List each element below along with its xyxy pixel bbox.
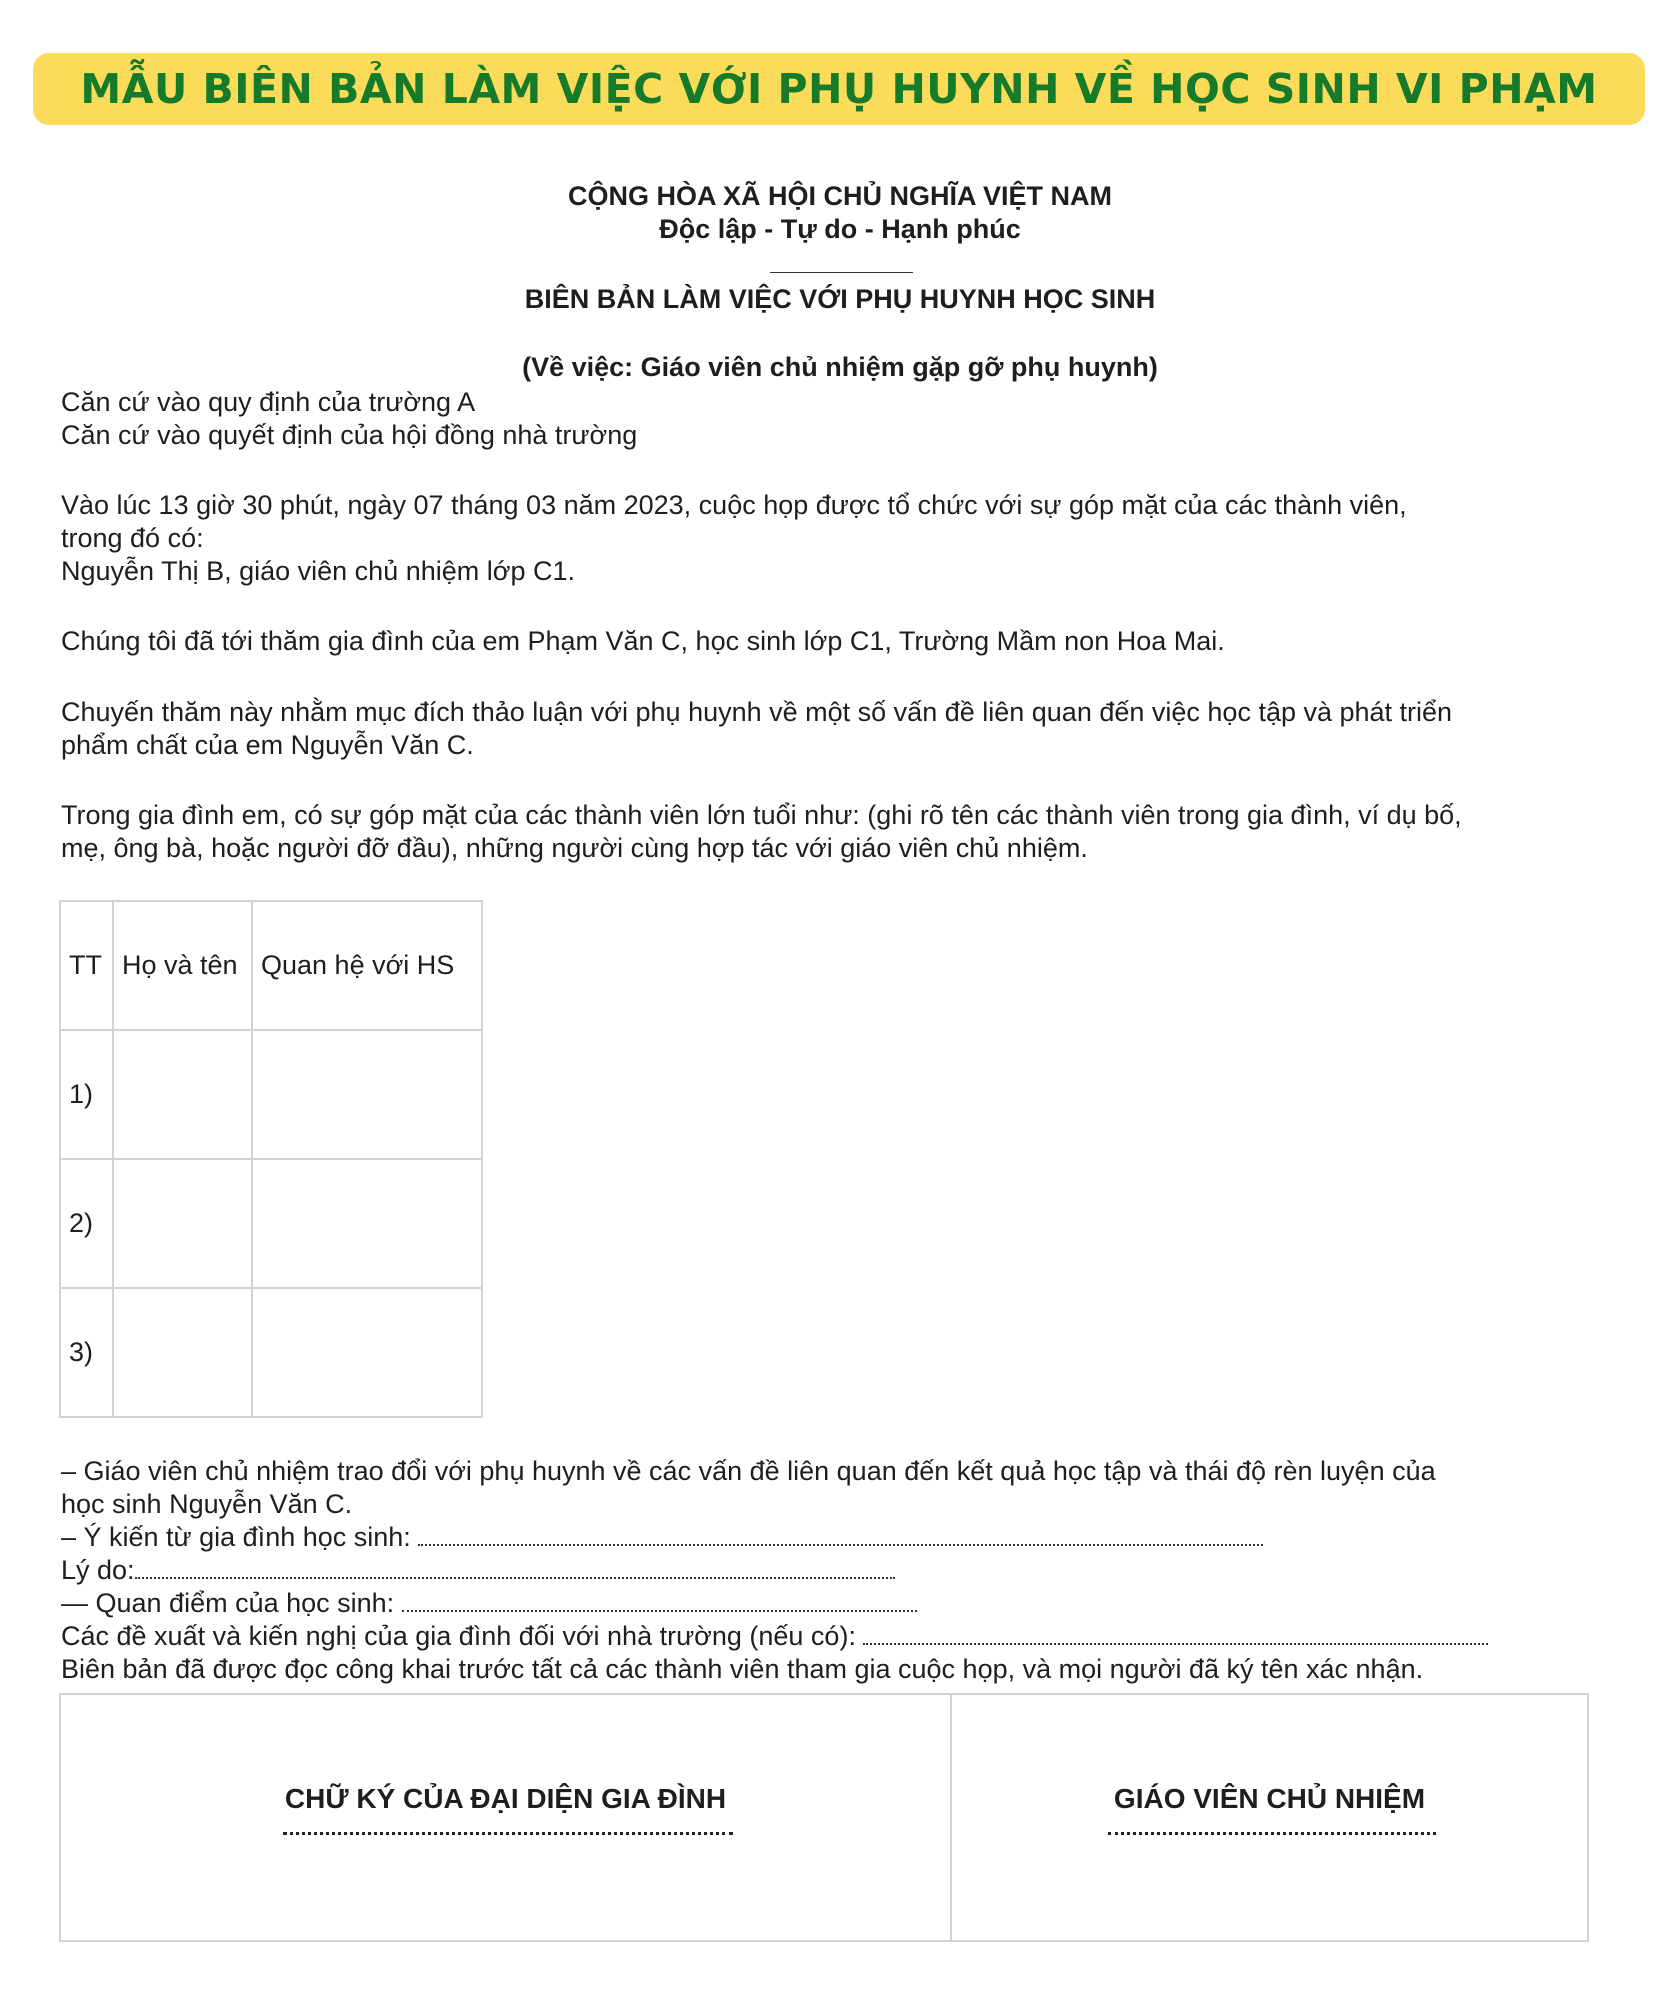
row-relation-cell[interactable]: [252, 1030, 482, 1159]
family-signature-cell[interactable]: [61, 1695, 952, 1940]
reason-label: Lý do:: [61, 1555, 135, 1585]
exchange-line-2: học sinh Nguyễn Văn C.: [61, 1489, 353, 1519]
exchange-line-1: – Giáo viên chủ nhiệm trao đổi với phụ huynh về các vấn đề liên quan đến kết quả học tập và thái độ rèn luyện của: [61, 1456, 1436, 1486]
table-row: [60, 1030, 482, 1159]
teacher-signature-line: [1108, 1832, 1436, 1835]
teacher-signature-label: GIÁO VIÊN CHỦ NHIỆM: [1113, 1783, 1426, 1814]
row-relation-cell[interactable]: [252, 1159, 482, 1288]
teacher-signature-cell[interactable]: [952, 1695, 1587, 1940]
header-full-name: Họ và tên: [113, 901, 252, 1030]
purpose-line-1: Chuyến thăm này nhằm mục đích thảo luận với phụ huynh về một số vấn đề liên quan đến việc học tập và phát triển: [61, 697, 1453, 727]
table-header-row: [60, 901, 482, 1030]
reason-line: [61, 1554, 895, 1587]
student-view-blank[interactable]: [402, 1588, 917, 1612]
student-view-label: — Quan điểm của học sinh:: [61, 1588, 402, 1618]
table-row: [60, 1288, 482, 1417]
national-motto: Độc lập - Tự do - Hạnh phúc: [659, 214, 1021, 244]
purpose-line-2: phẩm chất của em Nguyễn Văn C.: [61, 730, 474, 760]
reason-blank[interactable]: [135, 1555, 895, 1579]
student-view-line: [61, 1587, 917, 1620]
meeting-time-line-2: trong đó có:: [61, 523, 204, 553]
closing-line: Biên bản đã được đọc công khai trước tất cả các thành viên tham gia cuộc họp, và mọi người đã ký tên xác nhận.: [61, 1654, 1424, 1684]
table-row: [60, 1159, 482, 1288]
basis-line-1: Căn cứ vào quy định của trường A: [61, 387, 476, 417]
banner-title: MẪU BIÊN BẢN LÀM VIỆC VỚI PHỤ HUYNH VỀ HỌC SINH VI PHẠM: [80, 65, 1598, 113]
document-title: BIÊN BẢN LÀM VIỆC VỚI PHỤ HUYNH HỌC SINH: [524, 284, 1156, 314]
document-subject: (Về việc: Giáo viên chủ nhiệm gặp gỡ phụ huynh): [522, 352, 1158, 382]
row-name-cell[interactable]: [113, 1288, 252, 1417]
family-opinion-line: [61, 1521, 1263, 1554]
motto-underline: [770, 272, 913, 273]
proposals-label: Các đề xuất và kiến nghị của gia đình đối với nhà trường (nếu có):: [61, 1621, 864, 1651]
row-number: 3): [60, 1288, 113, 1417]
signature-table: [59, 1693, 1589, 1942]
family-signature-label: CHỮ KÝ CỦA ĐẠI DIỆN GIA ĐÌNH: [284, 1783, 727, 1814]
family-members-table: [59, 900, 483, 1418]
teacher-line: Nguyễn Thị B, giáo viên chủ nhiệm lớp C1.: [61, 556, 575, 586]
proposals-blank[interactable]: [863, 1621, 1488, 1645]
row-number: 2): [60, 1159, 113, 1288]
family-line-2: mẹ, ông bà, hoặc người đỡ đầu), những người cùng hợp tác với giáo viên chủ nhiệm.: [61, 833, 1088, 863]
family-opinion-blank[interactable]: [418, 1522, 1263, 1546]
family-line-1: Trong gia đình em, có sự góp mặt của các thành viên lớn tuổi như: (ghi rõ tên các thành viên trong gia đình, ví dụ bố,: [61, 800, 1462, 830]
proposals-line: [61, 1620, 1488, 1653]
row-name-cell[interactable]: [113, 1030, 252, 1159]
visit-line: Chúng tôi đã tới thăm gia đình của em Phạm Văn C, học sinh lớp C1, Trường Mầm non Hoa Mai.: [61, 626, 1225, 656]
title-banner: [33, 53, 1645, 125]
row-number: 1): [60, 1030, 113, 1159]
header-relation: Quan hệ với HS: [252, 901, 482, 1030]
header-tt: TT: [60, 901, 113, 1030]
row-relation-cell[interactable]: [252, 1288, 482, 1417]
family-opinion-label: – Ý kiến từ gia đình học sinh:: [61, 1522, 419, 1552]
meeting-time-line-1: Vào lúc 13 giờ 30 phút, ngày 07 tháng 03 năm 2023, cuộc họp được tổ chức với sự góp mặt của các thành viên,: [61, 490, 1407, 520]
row-name-cell[interactable]: [113, 1159, 252, 1288]
family-signature-line: [283, 1832, 733, 1835]
basis-line-2: Căn cứ vào quyết định của hội đồng nhà trường: [61, 420, 638, 450]
country-name: CỘNG HÒA XÃ HỘI CHỦ NGHĨA VIỆT NAM: [567, 181, 1112, 211]
